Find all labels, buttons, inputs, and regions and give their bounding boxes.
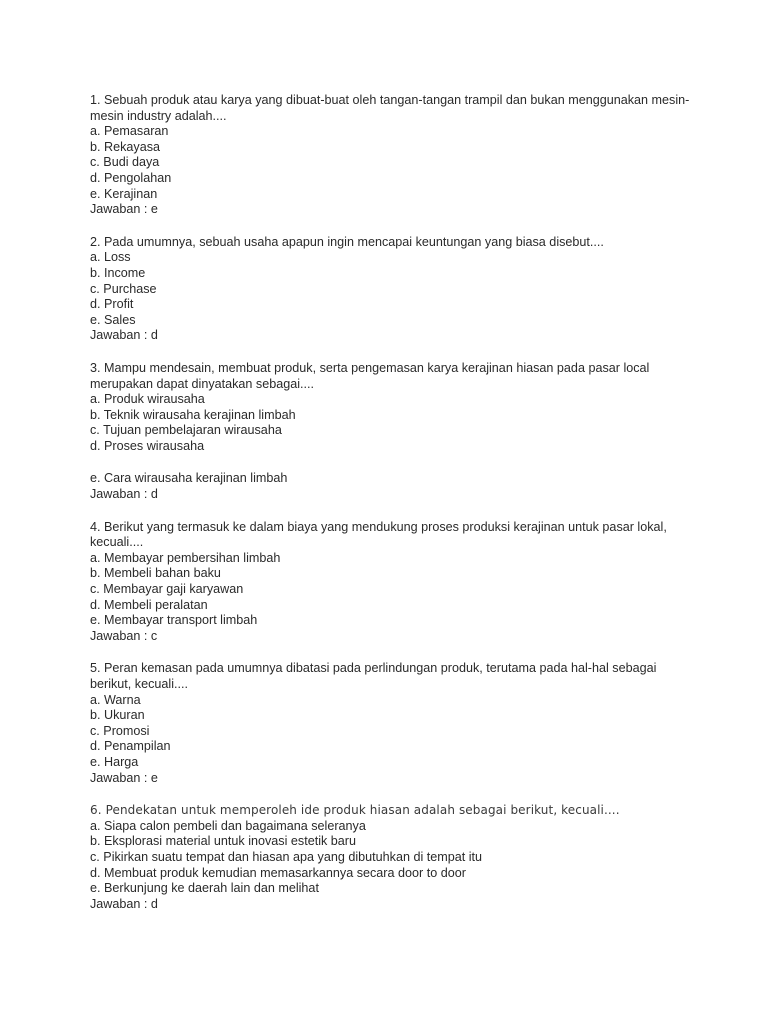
option-d: d. Membuat produk kemudian memasarkannya secara door to door [90,865,466,880]
option-d: d. Proses wirausaha [90,438,205,453]
question-list [90,93,690,929]
option-e: e. Kerajinan [90,186,158,201]
question-2 [90,235,690,344]
question-4 [90,520,690,645]
option-a: a. Pemasaran [90,124,169,139]
option-e: e. Membayar transport limbah [90,613,258,628]
answer-key: Jawaban : e [90,202,158,217]
option-a: a. Membayar pembersihan limbah [90,550,281,565]
option-a: a. Warna [90,692,141,707]
question-3 [90,361,690,503]
option-e: e. Berkunjung ke daerah lain dan melihat [90,881,319,896]
option-b: b. Membeli bahan baku [90,566,221,581]
question-stem: 1. Sebuah produk atau karya yang dibuat-buat oleh tangan-tangan trampil dan bukan menggunakan mesin-mesin industry adalah.... [90,93,690,123]
answer-key: Jawaban : d [90,896,158,911]
option-e: e. Harga [90,754,139,769]
option-a: a. Siapa calon pembeli dan bagaimana seleranya [90,818,366,833]
option-b: b. Teknik wirausaha kerajinan limbah [90,407,296,422]
option-d: d. Profit [90,297,134,312]
option-b: b. Ukuran [90,708,145,723]
answer-key: Jawaban : d [90,487,158,502]
question-stem: 5. Peran kemasan pada umumnya dibatasi pada perlindungan produk, terutama pada hal-hal sebagai berikut, kecuali.... [90,661,660,691]
question-stem: 2. Pada umumnya, sebuah usaha apapun ingin mencapai keuntungan yang biasa disebut.... [90,234,604,249]
option-c: c. Budi daya [90,155,160,170]
option-e: e. Sales [90,312,136,327]
option-b: b. Rekayasa [90,139,161,154]
option-c: c. Purchase [90,281,157,296]
question-6 [90,803,690,912]
option-c: c. Tujuan pembelajaran wirausaha [90,423,282,438]
option-c: c. Membayar gaji karyawan [90,582,244,597]
question-stem: 6. Pendekatan untuk memperoleh ide produk hiasan adalah sebagai berikut, kecuali.... [90,803,620,818]
answer-key: Jawaban : c [90,628,158,643]
question-stem: 3. Mampu mendesain, membuat produk, serta pengemasan karya kerajinan hiasan pada pasar local merupakan dapat dinyatakan sebagai.... [90,360,653,391]
option-c: c. Pikirkan suatu tempat dan hiasan apa yang dibutuhkan di tempat itu [90,849,483,864]
option-a: a. Produk wirausaha [90,392,205,407]
option-b: b. Income [90,265,146,280]
question-5 [90,661,690,786]
question-1 [90,93,690,218]
blank-line [90,454,690,471]
question-stem: 4. Berikut yang termasuk ke dalam biaya yang mendukung proses produksi kerajinan untuk pasar lokal, kecuali.... [90,519,671,550]
option-d: d. Pengolahan [90,170,172,185]
option-d: d. Membeli peralatan [90,597,208,612]
option-d: d. Penampilan [90,739,171,754]
option-b: b. Eksplorasi material untuk inovasi estetik baru [90,834,356,849]
option-e: e. Cara wirausaha kerajinan limbah [90,471,288,486]
answer-key: Jawaban : d [90,328,158,343]
answer-key: Jawaban : e [90,770,158,785]
option-a: a. Loss [90,250,131,265]
option-c: c. Promosi [90,723,150,738]
